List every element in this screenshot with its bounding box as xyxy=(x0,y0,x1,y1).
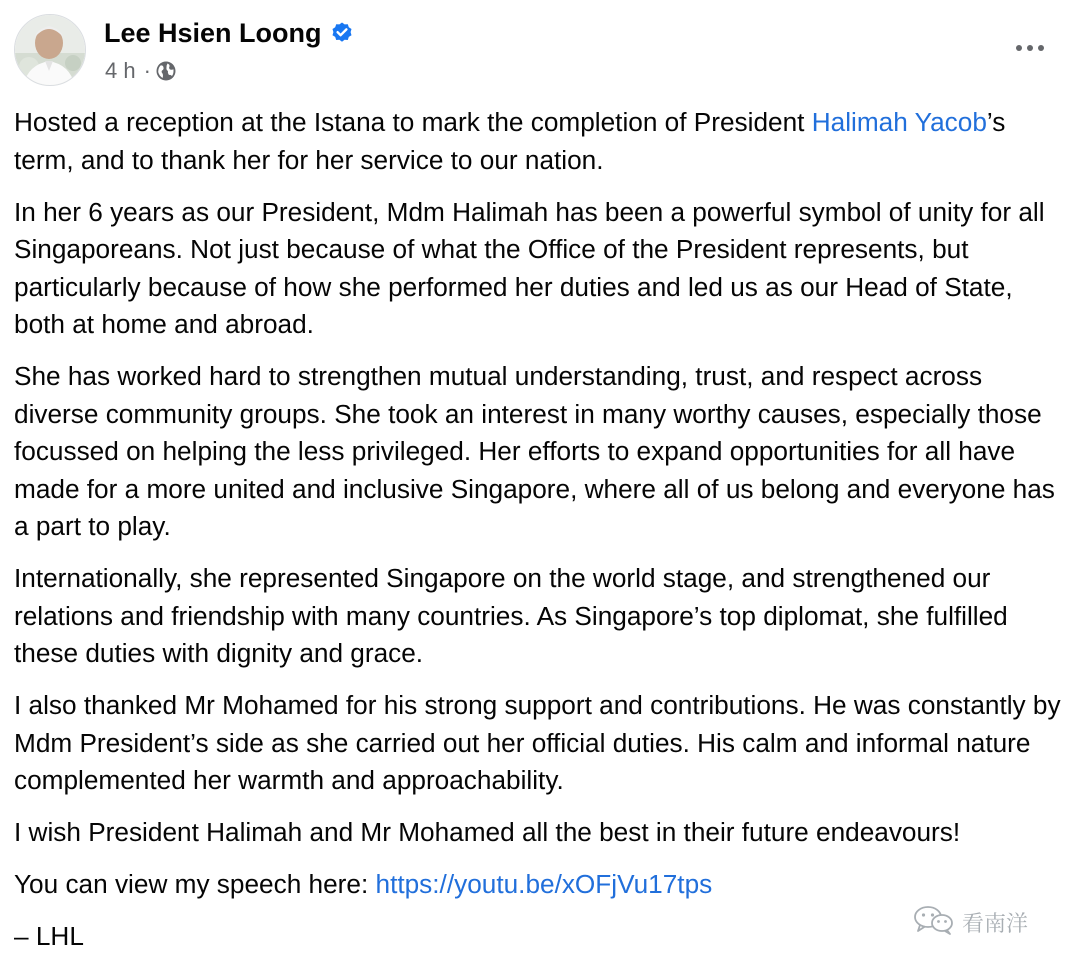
post-header xyxy=(0,0,1080,100)
more-options-icon[interactable] xyxy=(1008,30,1052,66)
post-signature: – LHL xyxy=(14,921,84,951)
meta-separator: · xyxy=(143,58,151,83)
watermark xyxy=(912,904,1028,940)
post-body xyxy=(14,104,1070,970)
globe-icon[interactable] xyxy=(155,60,177,82)
watermark-text: 看南洋 xyxy=(962,911,1029,937)
paragraph-text: Hosted a reception at the Istana to mark the completion of President xyxy=(14,107,812,137)
post-paragraph xyxy=(14,104,1070,179)
post-paragraph: I also thanked Mr Mohamed for his strong support and contributions. He was constantly by Mdm President’s side as she carried out her official duties. His calm and informal nature complemented her warmth and approachability. xyxy=(14,690,1061,795)
avatar[interactable] xyxy=(14,14,86,86)
paragraph-text: ’s term, and to thank her for her service to our nation. xyxy=(14,107,1006,175)
mention-link-halimah-yacob[interactable]: Halimah Yacob xyxy=(811,107,987,137)
post-paragraph: I wish President Halimah and Mr Mohamed all the best in their future endeavours! xyxy=(14,817,961,847)
dot-2 xyxy=(1027,45,1033,51)
youtube-link[interactable]: https://youtu.be/xOFjVu17tps xyxy=(375,869,713,899)
avatar-photo xyxy=(15,15,86,86)
post-meta xyxy=(105,56,177,86)
dot-3 xyxy=(1038,45,1044,51)
verified-badge-icon xyxy=(330,21,354,45)
author-name[interactable]: Lee Hsien Loong xyxy=(104,18,322,48)
post-paragraph: Internationally, she represented Singapore on the world stage, and strengthened our relations and friendship with many countries. As Singapore’s top diplomat, she fulfilled these duties with dignity and grace. xyxy=(14,563,1008,668)
post-timestamp[interactable]: 4 h xyxy=(105,58,136,83)
dot-1 xyxy=(1016,45,1022,51)
paragraph-text: You can view my speech here: xyxy=(14,869,376,899)
post-paragraph xyxy=(14,866,1070,904)
post-paragraph: In her 6 years as our President, Mdm Halimah has been a powerful symbol of unity for all Singaporeans. Not just because of what the Office of the President represents, but particularly because of how she performed her duties and led us as our Head of State, both at home and abroad. xyxy=(14,196,1045,339)
post-paragraph: She has worked hard to strengthen mutual understanding, trust, and respect across diverse community groups. She took an interest in many worthy causes, especially those focussed on helping the less privileged. Her efforts to expand opportunities for all have made for a more united and inclusive Singapore, where all of us belong and everyone has a part to play. xyxy=(14,361,1055,541)
wechat-icon xyxy=(912,904,956,941)
author-row xyxy=(104,16,354,50)
